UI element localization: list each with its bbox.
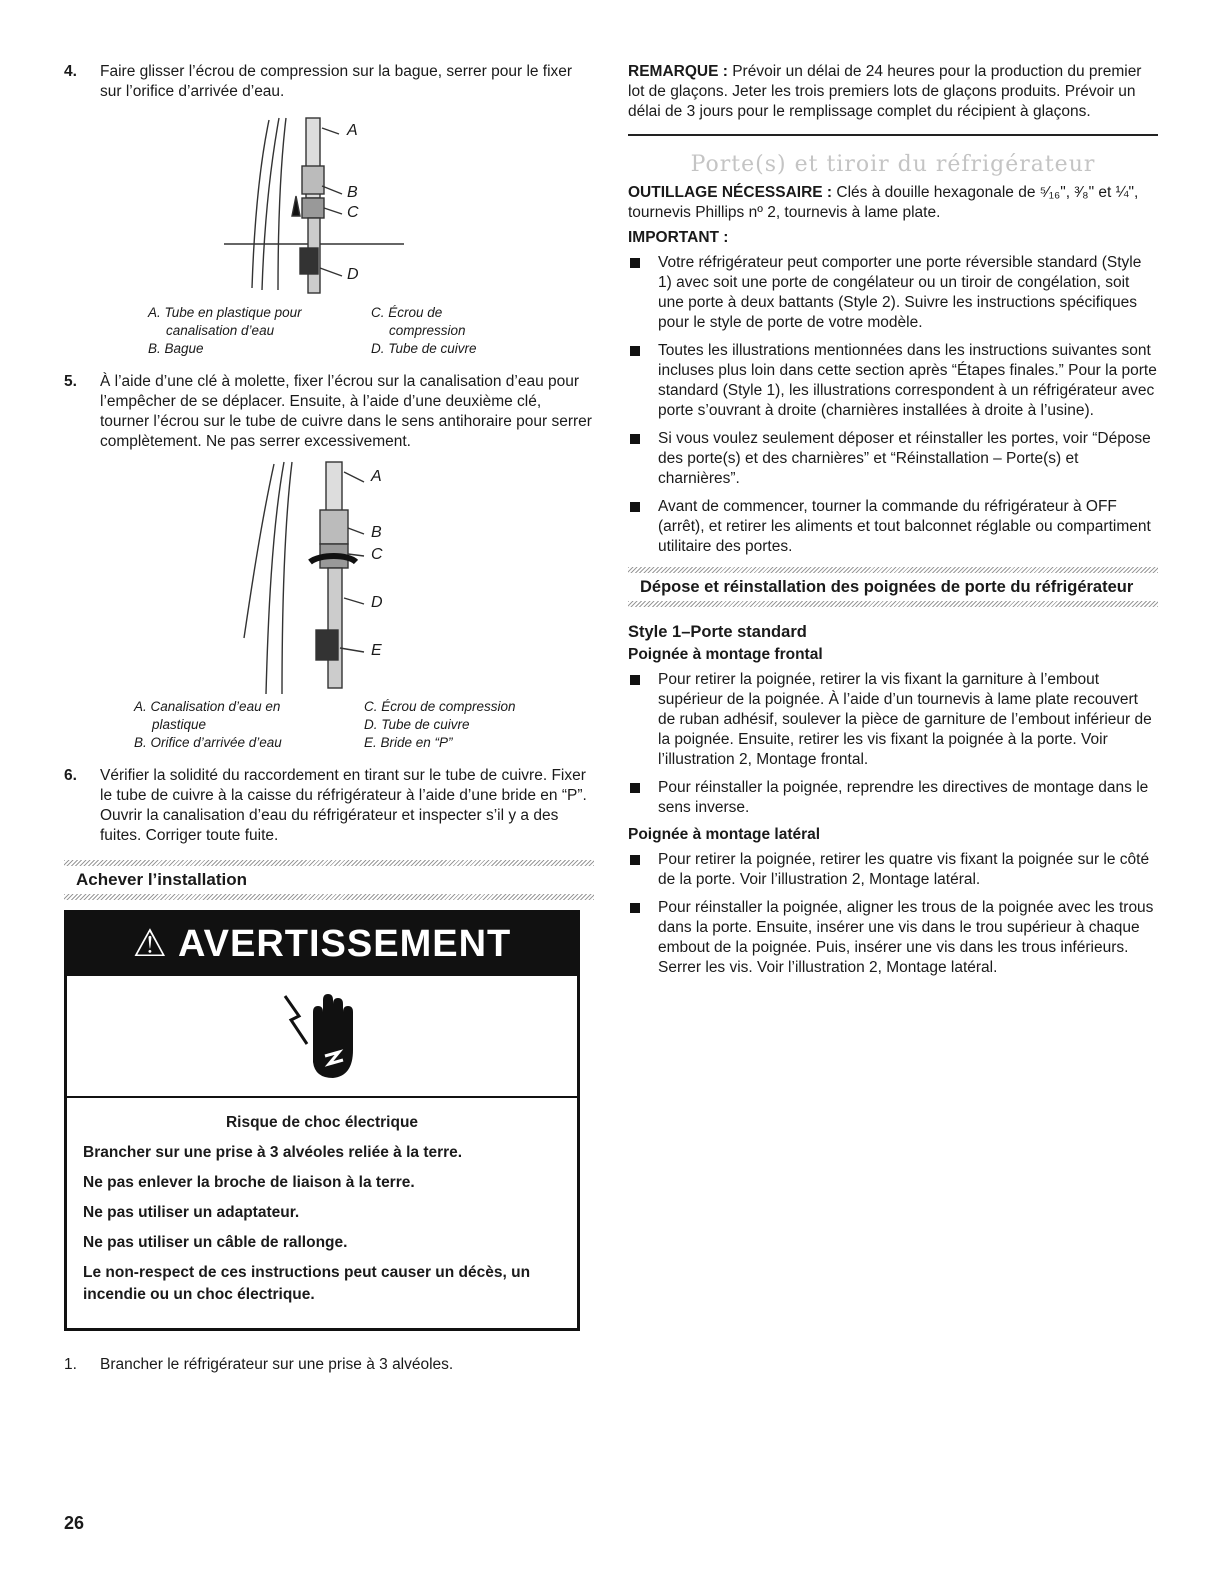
remarque-label: REMARQUE : — [628, 63, 728, 80]
legend-item: canalisation d’eau — [166, 323, 275, 338]
list-item-text: Si vous voulez seulement déposer et réinstaller les portes, voir “Dépose des porte(s) et des charnières” et “Réinstallation – Porte(s) et charnières”. — [658, 430, 1151, 487]
list-item-text: Toutes les illustrations mentionnées dans les instructions suivantes sont incluses plus loin dans cette section après “Étapes finales.” Pour la porte standard (Style 1), les illustrations correspondent à un réfrigérateur avec porte s’ouvrant à droite (charnières installées à droite à l’usine). — [658, 342, 1157, 419]
legend-item: D. Tube de cuivre — [371, 341, 477, 356]
warning-line: Brancher sur une prise à 3 alvéoles reliée à la terre. — [83, 1144, 463, 1161]
step-text: Faire glisser l’écrou de compression sur la bague, serrer pour le fixer sur l’orifice d’arrivée d’eau. — [100, 63, 573, 100]
warning-triangle-icon: ⚠ — [132, 923, 168, 965]
step-number: 5. — [64, 373, 77, 390]
step-6 — [64, 766, 594, 846]
important-label: IMPORTANT : — [628, 229, 729, 246]
list-item — [628, 670, 1158, 770]
warning-line: Ne pas utiliser un adaptateur. — [83, 1204, 300, 1221]
compression-nut-illustration — [64, 108, 594, 300]
legend-item: plastique — [152, 717, 207, 732]
legend-item: B. Bague — [148, 341, 204, 356]
callout-b: B — [371, 524, 382, 541]
callout-b: B — [347, 184, 358, 201]
bullet-icon — [630, 502, 640, 512]
bullet-icon — [630, 855, 640, 865]
bullet-icon — [630, 903, 640, 913]
step-1 — [64, 1355, 594, 1375]
section-title: Porte(s) et tiroir du réfrigérateur — [690, 152, 1096, 177]
bullet-icon — [630, 258, 640, 268]
bullet-icon — [630, 675, 640, 685]
step-number: 6. — [64, 767, 77, 784]
list-item — [628, 341, 1158, 421]
legend-item: C. Écrou de compression — [364, 699, 516, 714]
electric-shock-hand-icon — [277, 986, 367, 1086]
figure-compression-nut — [64, 108, 594, 300]
bullet-icon — [630, 783, 640, 793]
callout-a: A — [371, 468, 382, 485]
figure-2-legend — [134, 698, 594, 752]
section-divider — [64, 894, 594, 900]
legend-item: compression — [389, 323, 466, 338]
step-text: Vérifier la solidité du raccordement en tirant sur le tube de cuivre. Fixer le tube de cuivre à la caisse du réfrigérateur à l’aide d’une bride en “P”. Ouvrir la canalisation d’eau du réfrigérateur et inspecter s’il y a des fuites. Corriger toute fuite. — [100, 767, 587, 844]
callout-c: C — [371, 546, 383, 563]
callout-c: C — [347, 204, 359, 221]
step-text: À l’aide d’une clé à molette, fixer l’écrou sur la canalisation d’eau pour l’empêcher de se déplacer. Ensuite, à l’aide d’une deuxième clé, tourner l’écrou sur le tube de cuivre dans le sens antihoraire pour serrer complètement. Ne pas serrer excessivement. — [100, 373, 592, 450]
warning-box — [64, 910, 580, 1331]
step-number: 4. — [64, 63, 77, 80]
legend-item: A. Canalisation d’eau en — [134, 699, 281, 714]
tighten-nut-illustration — [64, 458, 594, 698]
section-rule — [628, 134, 1158, 136]
step-number: 1. — [64, 1356, 77, 1373]
step-5 — [64, 372, 594, 452]
outillage-label: OUTILLAGE NÉCESSAIRE : — [628, 184, 833, 201]
legend-item: D. Tube de cuivre — [364, 717, 470, 732]
list-item-text: Avant de commencer, tourner la commande du réfrigérateur à OFF (arrêt), et retirer les aliments et tout balconnet réglable ou compartiment utilitaire des portes. — [658, 498, 1151, 555]
warning-risk: Risque de choc électrique — [225, 1114, 419, 1131]
list-item-text: Pour retirer la poignée, retirer la vis fixant la garniture à l’embout supérieur de la poignée. À l’aide d’un tournevis à lame plate recouvert de ruban adhésif, soulever la pièce de garniture de l’embout inférieur de la poignée. Ensuite, retirer les vis fixant la poignée à la porte. Voir l’illustration 2, Montage frontal. — [658, 671, 1152, 768]
list-item — [628, 850, 1158, 890]
list-item — [628, 778, 1158, 818]
list-item-text: Pour réinstaller la poignée, aligner les trous de la poignée avec les trous dans la porte. Ensuite, insérer une vis dans le trou supérieur à chaque embout de la poignée. Puis, insérer une vis dans les trous inférieurs. Serrer les vis. Voir l’illustration 2, Montage latéral. — [658, 899, 1154, 976]
lateral-title: Poignée à montage latéral — [628, 826, 821, 843]
callout-e: E — [371, 642, 382, 659]
callout-d: D — [371, 594, 383, 611]
legend-item: E. Bride en “P” — [364, 735, 453, 750]
legend-item: B. Orifice d’arrivée d’eau — [134, 735, 282, 750]
legend-item: A. Tube en plastique pour — [148, 305, 302, 320]
warning-header — [67, 913, 577, 976]
subsection-title: Dépose et réinstallation des poignées de porte du réfrigérateur — [640, 578, 1134, 596]
step-text: Brancher le réfrigérateur sur une prise à 3 alvéoles. — [100, 1356, 454, 1373]
list-item-text: Votre réfrigérateur peut comporter une porte réversible standard (Style 1) avec soit une porte de congélateur ou un tiroir de congélation, soit une porte à deux battants (Style 2). Suivre les instructions spécifiques pour le style de porte de votre modèle. — [658, 254, 1142, 331]
list-item-text: Pour retirer la poignée, retirer les quatre vis fixant la poignée sur le côté de la porte. Voir l’illustration 2, Montage latéral. — [658, 851, 1150, 888]
bullet-icon — [630, 434, 640, 444]
section-title: Achever l’installation — [76, 870, 247, 889]
warning-body — [67, 1098, 577, 1328]
left-column — [64, 62, 594, 1375]
list-item-text: Pour réinstaller la poignée, reprendre les directives de montage dans le sens inverse. — [658, 779, 1149, 816]
page-number: 26 — [64, 1513, 85, 1533]
list-item — [628, 898, 1158, 978]
right-column — [628, 62, 1158, 986]
section-divider — [628, 601, 1158, 607]
list-item — [628, 253, 1158, 333]
warning-title: AVERTISSEMENT — [178, 923, 512, 965]
warning-line: Ne pas utiliser un câble de rallonge. — [83, 1234, 348, 1251]
remarque-paragraph — [628, 62, 1158, 122]
outillage-text: Clés à douille hexagonale de ⁵⁄₁₆", ³⁄₈" et ¼", tournevis Phillips nº 2, tournevis à lame plate. — [628, 184, 1139, 221]
outillage-paragraph — [628, 183, 1158, 223]
list-item — [628, 429, 1158, 489]
warning-icon-area — [67, 976, 577, 1098]
bullet-icon — [630, 346, 640, 356]
callout-d: D — [347, 266, 359, 283]
list-item — [628, 497, 1158, 557]
warning-line: Ne pas enlever la broche de liaison à la terre. — [83, 1174, 415, 1191]
warning-line: Le non-respect de ces instructions peut causer un décès, un incendie ou un choc électrique. — [83, 1264, 531, 1303]
frontal-title: Poignée à montage frontal — [628, 646, 823, 663]
callout-a: A — [347, 122, 358, 139]
remarque-text: Prévoir un délai de 24 heures pour la production du premier lot de glaçons. Jeter les trois premiers lots de glaçons produits. Prévoir un délai de 3 jours pour le remplissage complet du récipient à glaçons. — [628, 63, 1142, 120]
step-4 — [64, 62, 594, 102]
legend-item: C. Écrou de — [371, 305, 443, 320]
figure-tighten-nut — [64, 458, 594, 698]
style-title: Style 1–Porte standard — [628, 623, 807, 641]
figure-1-legend — [148, 304, 594, 358]
